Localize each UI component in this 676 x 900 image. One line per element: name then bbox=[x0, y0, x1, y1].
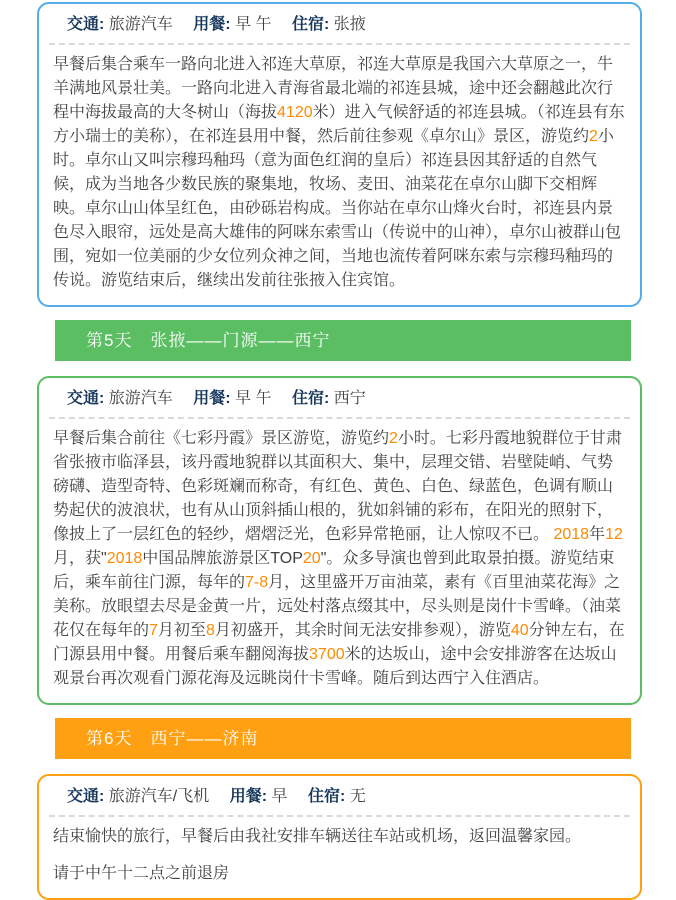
dashed-divider bbox=[49, 815, 630, 817]
itinerary-page bbox=[37, 0, 642, 900]
day5-meals bbox=[193, 390, 271, 407]
meals-label: 用餐: bbox=[193, 16, 231, 33]
day5-description: 早餐后集合前往《七彩丹霞》景区游览，游览约2小时。七彩丹霞地貌群位于甘肃省张掖市临泽县，该丹霞地貌群以其面积大、集中，层理交错、岩壁陡峭、气势磅礴、造型奇特、色彩斑斓而称奇，有红色、黄色、白色、绿蓝色，色调有顺山势起伏的波浪状，也有从山顶斜插山根的，犹如斜铺的彩布，在阳光的照射下，像披上了一层红色的轻纱，熠熠泛光，色彩异常艳丽，让人惊叹不已。 2018年12月，获"2018中国品牌旅游景区TOP20"。众多导演也曾到此取景拍摄。游览结束后，乘车前往门源，每年的7-8月，这里盛开万亩油菜，素有《百里油菜花海》之美称。放眼望去尽是金黄一片，远处村落点缀其中，尽头则是岗什卡雪峰。（油菜花仅在每年的7月初至8月初盛开，其余时间无法安排参观），游览40分钟左右，在门源县用中餐。用餐后乘车翻阅海拔3700米的达坂山，途中会安排游客在达坂山观景台再次观看门源花海及远眺岗什卡雪峰。随后到达西宁入住酒店。 bbox=[53, 430, 625, 687]
transport-label: 交通: bbox=[67, 390, 105, 407]
meals-label: 用餐: bbox=[229, 788, 268, 805]
transport-value: 旅游汽车/飞机 bbox=[108, 788, 210, 805]
day6-title: 第6天 西宁——济南 bbox=[86, 729, 259, 748]
day6-meals bbox=[230, 788, 288, 805]
stay-label: 住宿: bbox=[307, 788, 346, 805]
dashed-divider bbox=[49, 43, 630, 45]
meals-label: 用餐: bbox=[193, 390, 231, 407]
day5-info-row bbox=[47, 388, 632, 410]
day6-detail-box bbox=[37, 774, 642, 900]
day6-header-bar bbox=[55, 718, 631, 759]
day4-transport bbox=[67, 16, 173, 33]
day6-transport bbox=[67, 788, 209, 805]
day5-transport bbox=[67, 390, 173, 407]
day6-checkout-note: 请于中午十二点之前退房 bbox=[53, 865, 230, 882]
day5-header-bar bbox=[55, 320, 631, 361]
day4-stay bbox=[292, 16, 366, 33]
meals-value: 早 午 bbox=[235, 16, 272, 33]
day6-info-row bbox=[47, 786, 632, 808]
meals-value: 早 bbox=[271, 788, 288, 805]
day4-description: 早餐后集合乘车一路向北进入祁连大草原，祁连大草原是我国六大草原之一，牛羊满地风景壮美。一路向北进入青海省最北端的祁连县城，途中还会翻越此次行程中海拔最高的大冬树山（海拔4120米）进入气候舒适的祁连县城。（祁连县有东方小瑞士的美称），在祁连县用中餐，然后前往参观《卓尔山》景区，游览约2小时。卓尔山又叫宗穆玛釉玛（意为面色红润的皇后）祁连县因其舒适的自然气候，成为当地各少数民族的聚集地，牧场、麦田、油菜花在卓尔山脚下交相辉映。卓尔山山体呈红色，由砂砾岩构成。当你站在卓尔山烽火台时，祁连县内景色尽入眼帘，远处是高大雄伟的阿咪东索雪山（传说中的山神），卓尔山被群山包围，宛如一位美丽的少女位列众神之间，当地也流传着阿咪东索与宗穆玛釉玛的传说。游览结束后，继续出发前往张掖入住宾馆。 bbox=[53, 56, 625, 289]
meals-value: 早 午 bbox=[235, 390, 272, 407]
day6-stay bbox=[308, 788, 366, 805]
day4-info-row bbox=[47, 14, 632, 36]
day5-detail-box bbox=[37, 376, 642, 705]
day4-meals bbox=[193, 16, 271, 33]
stay-value: 张掖 bbox=[333, 16, 366, 33]
stay-label: 住宿: bbox=[291, 390, 330, 407]
dashed-divider bbox=[49, 417, 630, 419]
transport-value: 旅游汽车 bbox=[108, 390, 173, 407]
transport-value: 旅游汽车 bbox=[108, 16, 173, 33]
day6-description: 结束愉快的旅行，早餐后由我社安排车辆送往车站或机场，返回温馨家园。 bbox=[53, 828, 582, 845]
transport-label: 交通: bbox=[67, 788, 105, 805]
day4-detail-box bbox=[37, 2, 642, 307]
stay-label: 住宿: bbox=[291, 16, 330, 33]
stay-value: 西宁 bbox=[333, 390, 366, 407]
day5-title: 第5天 张掖——门源——西宁 bbox=[86, 331, 331, 350]
day5-stay bbox=[292, 390, 366, 407]
transport-label: 交通: bbox=[67, 16, 105, 33]
stay-value: 无 bbox=[349, 788, 366, 805]
